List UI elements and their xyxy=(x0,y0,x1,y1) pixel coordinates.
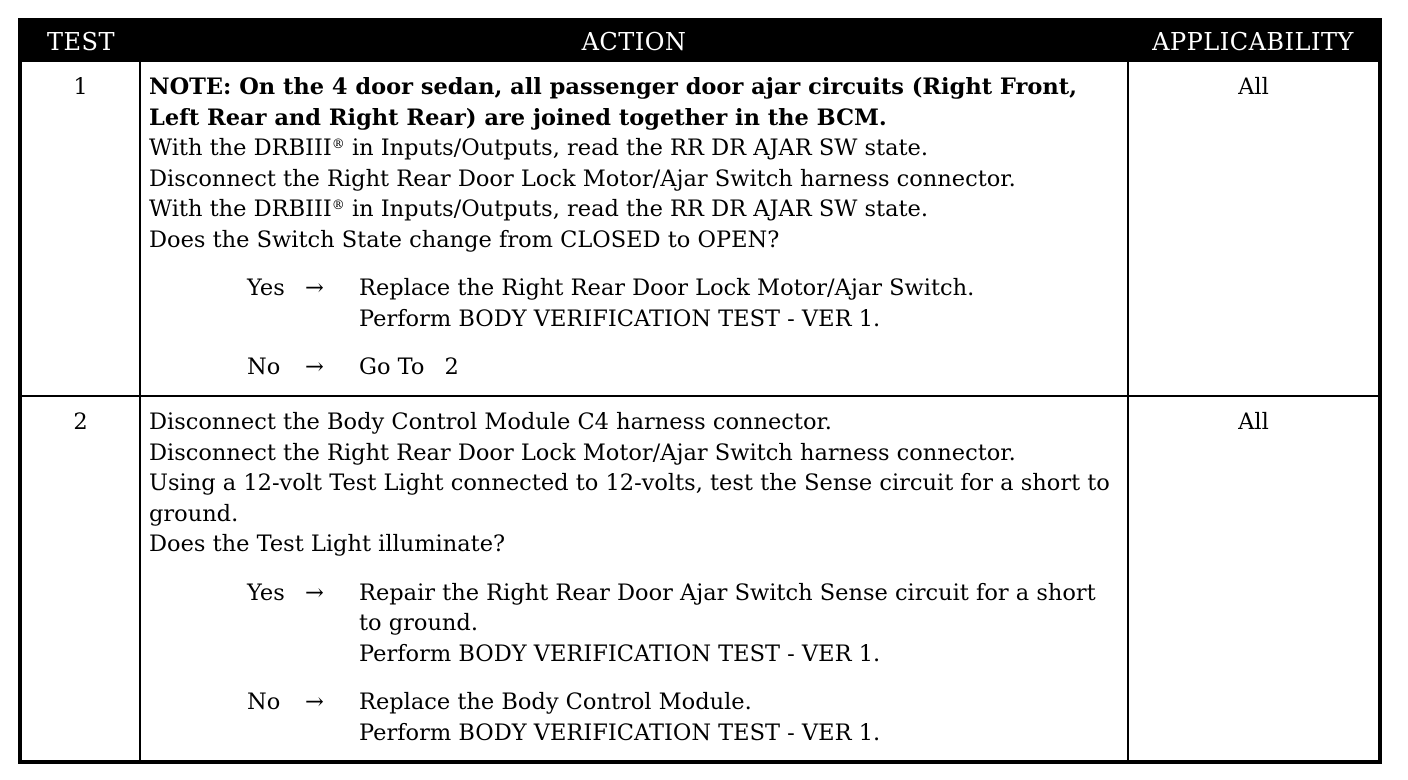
header-applicability: APPLICABILITY xyxy=(1128,22,1378,62)
yes-label: Yes xyxy=(247,579,285,606)
yes-label: Yes xyxy=(247,275,285,301)
applicability-value: All xyxy=(1128,396,1378,764)
header-test: TEST xyxy=(22,22,140,62)
applicability-value: All xyxy=(1128,62,1378,396)
no-label: No xyxy=(247,354,281,380)
step-text: With the DRBIII® in Inputs/Outputs, read the RR DR AJAR SW state. xyxy=(149,196,929,222)
result-line: Replace the Body Control Module. xyxy=(359,689,752,715)
header-action: ACTION xyxy=(140,22,1128,62)
action-cell xyxy=(140,62,1128,396)
arrow-icon: → xyxy=(305,579,324,606)
result-line: Perform BODY VERIFICATION TEST - VER 1. xyxy=(359,305,881,332)
yes-result xyxy=(359,273,1119,334)
note-line: Left Rear and Right Rear) are joined together in the BCM. xyxy=(149,104,887,131)
yes-outcome xyxy=(149,578,1119,670)
result-line: Repair the Right Rear Door Ajar Switch Sense circuit for a short to ground. xyxy=(359,579,1096,636)
step-text: With the DRBIII® in Inputs/Outputs, read the RR DR AJAR SW state. xyxy=(149,135,929,161)
no-result xyxy=(359,352,1119,383)
action-cell xyxy=(140,396,1128,764)
table-row xyxy=(22,62,1378,396)
note-text xyxy=(149,72,1119,133)
result-line: Replace the Right Rear Door Lock Motor/Ajar Switch. xyxy=(359,275,975,301)
yes-result xyxy=(359,578,1119,670)
goto-target[interactable]: 2 xyxy=(444,354,459,380)
question-text: Does the Switch State change from CLOSED to OPEN? xyxy=(149,226,780,253)
goto-text: Go To xyxy=(359,354,425,380)
arrow-icon: → xyxy=(305,275,324,301)
header-row xyxy=(22,22,1378,62)
arrow-icon: → xyxy=(305,689,324,715)
test-number: 1 xyxy=(22,62,140,396)
diagnostic-table-frame xyxy=(18,18,1382,764)
step-text: Disconnect the Body Control Module C4 harness connector. xyxy=(149,409,832,435)
no-outcome xyxy=(149,687,1119,748)
step-text: Disconnect the Right Rear Door Lock Motor/Ajar Switch harness connector. xyxy=(149,439,1016,466)
yes-outcome xyxy=(149,273,1119,334)
test-number: 2 xyxy=(22,396,140,764)
no-outcome xyxy=(149,352,1119,383)
result-line: Perform BODY VERIFICATION TEST - VER 1. xyxy=(359,719,881,746)
arrow-icon: → xyxy=(305,354,324,380)
step-text: Using a 12-volt Test Light connected to 12-volts, test the Sense circuit for a short to ground. xyxy=(149,470,1110,527)
note-line: NOTE: On the 4 door sedan, all passenger door ajar circuits (Right Front, xyxy=(149,74,1077,100)
step-text: Disconnect the Right Rear Door Lock Motor/Ajar Switch harness connector. xyxy=(149,165,1016,192)
result-line: Perform BODY VERIFICATION TEST - VER 1. xyxy=(359,640,881,667)
no-label: No xyxy=(247,689,281,715)
diagnostic-table xyxy=(22,22,1378,764)
question-text: Does the Test Light illuminate? xyxy=(149,531,506,557)
no-result xyxy=(359,687,1119,748)
table-row xyxy=(22,396,1378,764)
